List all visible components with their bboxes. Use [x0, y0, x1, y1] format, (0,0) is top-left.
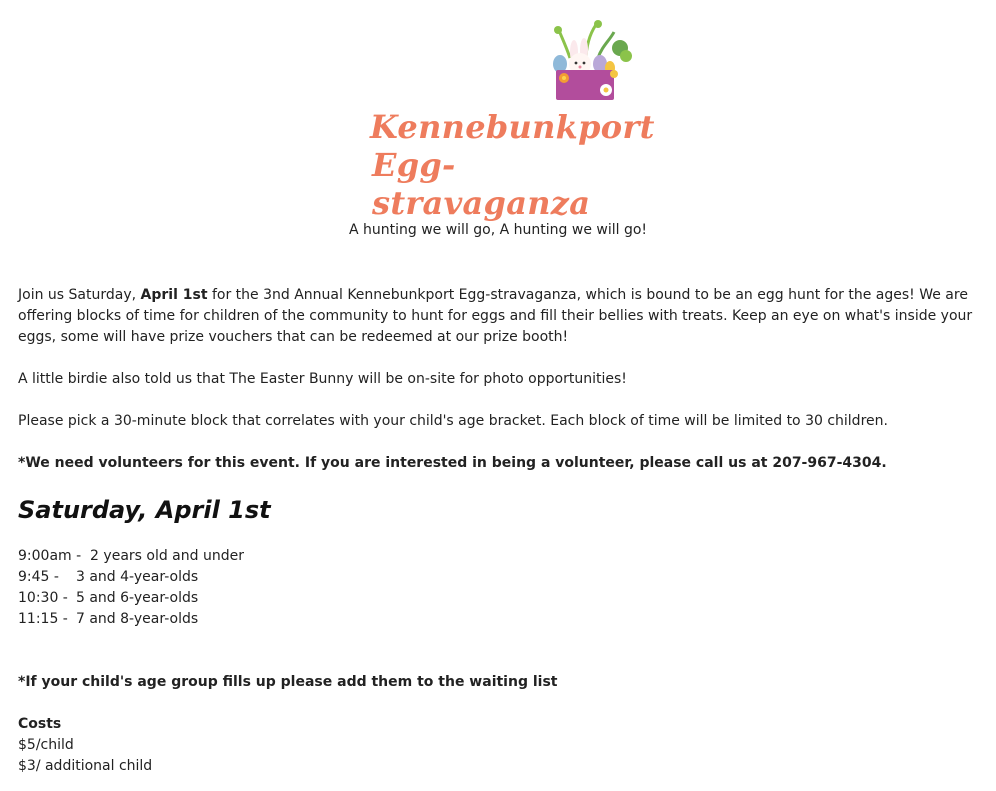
waiting-list-note: *If your child's age group fills up please add them to the waiting list [18, 674, 558, 690]
costs-section [18, 714, 986, 777]
costs-heading: Costs [18, 716, 62, 732]
block-paragraph: Please pick a 30-minute block that correlates with your child's age bracket. Each block of time will be limited to 30 children. [18, 413, 888, 429]
schedule-row [18, 546, 986, 567]
schedule-group: 5 and 6-year-olds [76, 590, 199, 606]
schedule-time: 9:45 - [18, 569, 59, 585]
title-line-2: Egg-stravaganza [372, 146, 591, 222]
schedule-group: 3 and 4-year-olds [76, 569, 199, 585]
spacer [18, 651, 986, 672]
intro-text-end: for the 3nd Annual Kennebunkport Egg-stravaganza, which is bound to be an egg hunt for the ages! We are offering blocks of time for children of the community to hunt for eggs and fill their bellies with treats. Keep an eye on what's inside your eggs, some will have prize vouchers that can be redeemed at our prize booth! [18, 287, 973, 345]
intro-text-start: Join us Saturday, [18, 287, 141, 303]
volunteer-note: *We need volunteers for this event. If you are interested in being a volunteer, please call us at 207-967-4304. [18, 455, 887, 471]
schedule-row [18, 567, 986, 588]
schedule-time: 9:00am - [18, 548, 86, 564]
schedule-group: 2 years old and under [85, 548, 244, 564]
intro-paragraph [18, 285, 986, 348]
bunny-paragraph: A little birdie also told us that The Easter Bunny will be on-site for photo opportunities! [18, 371, 627, 387]
intro-date: April 1st [140, 287, 208, 303]
tagline: A hunting we will go, A hunting we will go! [348, 222, 648, 238]
easter-basket-icon [540, 18, 632, 102]
cost-line: $3/ additional child [18, 758, 153, 774]
event-details [18, 285, 986, 777]
schedule-time: 10:30 - [18, 590, 68, 606]
schedule-row [18, 588, 986, 609]
schedule-day-heading: Saturday, April 1st [18, 496, 271, 524]
schedule-time: 11:15 - [18, 611, 68, 627]
schedule-row [18, 609, 986, 630]
cost-line: $5/child [18, 737, 74, 753]
spacer [18, 630, 986, 651]
schedule-group: 7 and 8-year-olds [76, 611, 199, 627]
event-title [370, 108, 670, 222]
schedule-list [18, 546, 986, 630]
title-line-1: Kennebunkport [370, 108, 655, 146]
